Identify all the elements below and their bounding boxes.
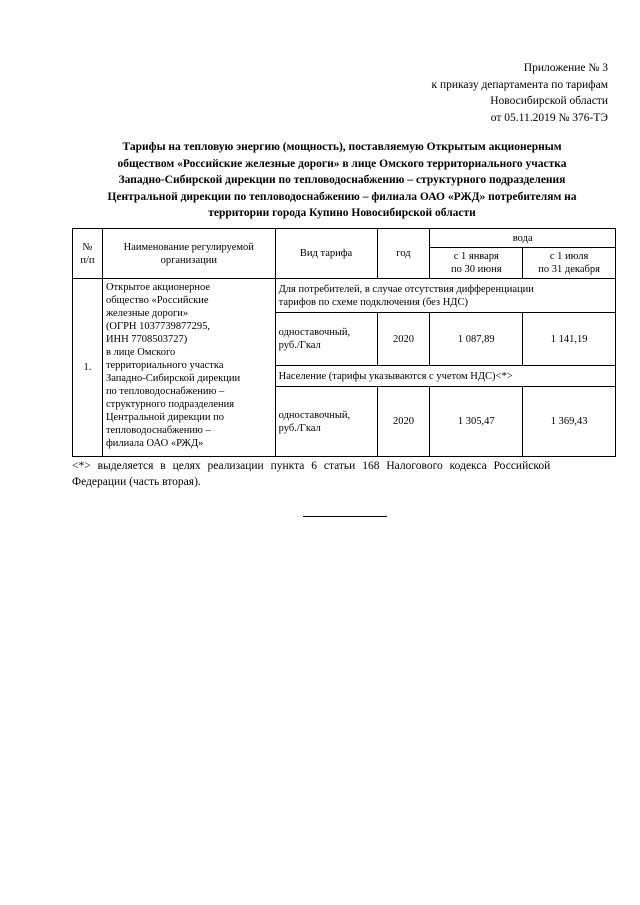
org-name-cell: Открытое акционерное общество «Российские железные дороги» (ОГРН 1037739877295, ИНН 7708503727) в лице Омского территориального участка Западно-Сибирской дирекции по тепловодоснабжению – структурного подразделения Центральной дирекции по тепловодоснабжению – филиала ОАО «РЖД» bbox=[102, 279, 275, 457]
title-line: территории города Купино Новосибирской области bbox=[208, 207, 476, 219]
title-line: Центральной дирекции по тепловодоснабжению – филиала ОАО «РЖД» потребителям на bbox=[107, 190, 577, 203]
appendix-line: от 05.11.2019 № 376-ТЭ bbox=[490, 111, 608, 124]
tariff-type-cell: одноставочный, руб./Гкал bbox=[275, 387, 377, 457]
appendix-line: Приложение № 3 bbox=[523, 62, 608, 74]
tariff-value-cell: 1 141,19 bbox=[523, 313, 616, 366]
tariff-table bbox=[72, 228, 616, 457]
header-period-2: с 1 июля по 31 декабря bbox=[523, 248, 616, 279]
year-cell: 2020 bbox=[377, 387, 430, 457]
header-num: № п/п bbox=[73, 229, 103, 279]
appendix-line: Новосибирской области bbox=[490, 95, 608, 107]
footnote-line: Федерации (часть вторая). bbox=[72, 476, 201, 488]
footnote-line: <*> выделяется в целях реализации пункта 6 статьи 168 Налогового кодекса Российской bbox=[72, 460, 551, 472]
title-line: обществом «Российские железные дороги» в лице Омского территориального участка bbox=[117, 157, 567, 170]
header-org: Наименование регулируемой организации bbox=[102, 229, 275, 279]
title-line: Тарифы на тепловую энергию (мощность), поставляемую Открытым акционерным bbox=[122, 141, 562, 153]
consumer-group-label: Для потребителей, в случае отсутствия дифференциации тарифов по схеме подключения (без НДС) bbox=[275, 279, 615, 313]
header-period-1: с 1 января по 30 июня bbox=[430, 248, 523, 279]
header-water: вода bbox=[430, 229, 616, 248]
table-row bbox=[73, 279, 616, 313]
year-cell: 2020 bbox=[377, 313, 430, 366]
separator-line bbox=[303, 516, 387, 517]
row-number: 1. bbox=[73, 279, 103, 457]
tariff-value-cell: 1 087,89 bbox=[430, 313, 523, 366]
tariff-value-cell: 1 305,47 bbox=[430, 387, 523, 457]
table-header-row bbox=[73, 229, 616, 248]
tariff-value-cell: 1 369,43 bbox=[523, 387, 616, 457]
header-year: год bbox=[377, 229, 430, 279]
title-line: Западно-Сибирской дирекции по тепловодоснабжению – структурного подразделения bbox=[118, 174, 566, 186]
population-group-label: Население (тарифы указываются с учетом НДС)<*> bbox=[275, 366, 615, 387]
appendix-line: к приказу департамента по тарифам bbox=[431, 78, 608, 91]
document-title bbox=[72, 139, 612, 222]
footnote bbox=[72, 458, 616, 490]
header-tariff-type: Вид тарифа bbox=[275, 229, 377, 279]
tariff-type-cell: одноставочный, руб./Гкал bbox=[275, 313, 377, 366]
appendix-header bbox=[328, 60, 608, 126]
